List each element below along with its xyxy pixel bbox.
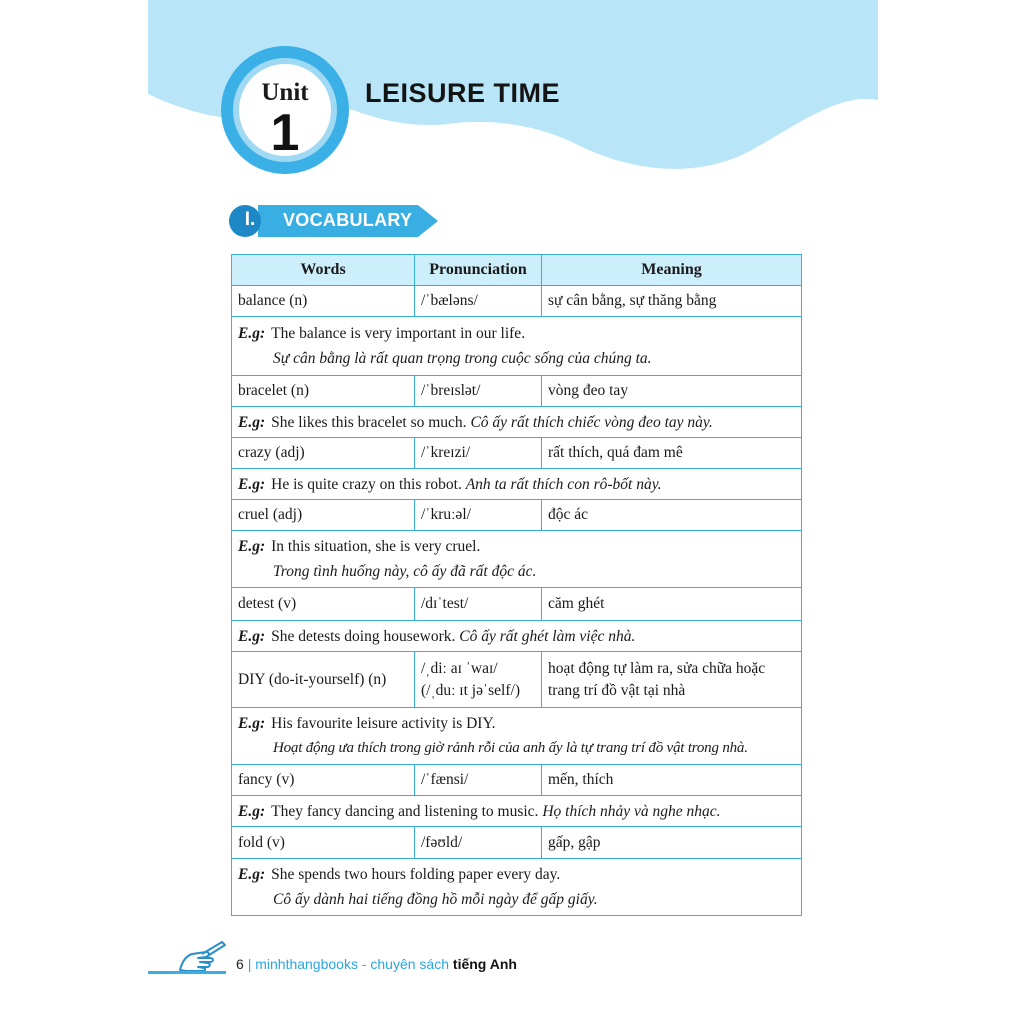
- column-header-meaning: Meaning: [542, 255, 802, 286]
- table-row: [232, 376, 802, 407]
- meaning-cell: sự cân bằng, sự thăng bằng: [542, 286, 802, 317]
- footer-text: [236, 956, 517, 972]
- section-heading: [228, 204, 440, 238]
- hand-writing-icon: [176, 940, 228, 974]
- pronunciation-cell: /fəʊld/: [415, 827, 542, 859]
- word-cell: fancy (v): [232, 765, 415, 796]
- word-cell: crazy (adj): [232, 438, 415, 469]
- pronunciation-line: /ˌdiː aɪ ˈwaɪ/: [421, 659, 498, 677]
- meaning-cell: [542, 652, 802, 708]
- table-header-row: [232, 255, 802, 286]
- page-number: 6: [236, 956, 244, 972]
- footer-brand-strong: tiếng Anh: [452, 956, 517, 972]
- word-cell: cruel (adj): [232, 500, 415, 531]
- example-row: [232, 317, 802, 376]
- meaning-cell: căm ghét: [542, 588, 802, 621]
- example-label: E.g:: [238, 325, 266, 342]
- example-english: She detests doing housework.: [271, 627, 456, 645]
- example-label: E.g:: [238, 413, 266, 431]
- example-english: The balance is very important in our life.: [271, 325, 526, 342]
- example-english: They fancy dancing and listening to music.: [271, 802, 539, 820]
- example-cell: [232, 469, 802, 500]
- example-cell: [232, 531, 802, 588]
- example-vietnamese: Cô ấy rất ghét làm việc nhà.: [459, 627, 636, 645]
- example-english: His favourite leisure activity is DIY.: [271, 715, 496, 732]
- section-title: VOCABULARY: [283, 210, 413, 230]
- column-header-words: Words: [232, 255, 415, 286]
- example-row: [232, 796, 802, 827]
- pronunciation-cell: [415, 652, 542, 708]
- table-row: [232, 286, 802, 317]
- table-row: [232, 765, 802, 796]
- pronunciation-cell: /ˈfænsi/: [415, 765, 542, 796]
- example-cell: [232, 796, 802, 827]
- example-row: [232, 407, 802, 438]
- meaning-cell: vòng đeo tay: [542, 376, 802, 407]
- table-row: [232, 827, 802, 859]
- pronunciation-cell: /ˈbreɪslət/: [415, 376, 542, 407]
- page-footer: [148, 940, 748, 980]
- example-vietnamese: Cô ấy dành hai tiếng đồng hồ mỗi ngày để gấp giấy.: [273, 891, 598, 908]
- example-cell: [232, 317, 802, 376]
- word-cell: DIY (do-it-yourself) (n): [232, 652, 415, 708]
- example-english: She likes this bracelet so much.: [271, 413, 467, 431]
- example-label: E.g:: [238, 627, 266, 645]
- unit-number: 1: [270, 104, 300, 162]
- column-header-pronunciation: Pronunciation: [415, 255, 542, 286]
- example-label: E.g:: [238, 538, 266, 555]
- pronunciation-cell: /ˈkruːəl/: [415, 500, 542, 531]
- pronunciation-line-alt: (/ˌduː ɪt jəˈself/): [421, 681, 520, 699]
- example-label: E.g:: [238, 475, 266, 493]
- example-cell: [232, 407, 802, 438]
- example-label: E.g:: [238, 715, 266, 732]
- example-label: E.g:: [238, 866, 266, 883]
- example-english: In this situation, she is very cruel.: [271, 538, 481, 555]
- meaning-line: hoạt động tự làm ra, sửa chữa hoặc: [548, 659, 766, 677]
- unit-title: LEISURE TIME: [365, 78, 561, 108]
- table-row: [232, 588, 802, 621]
- section-number: I.: [244, 209, 256, 230]
- footer-brand: minhthangbooks - chuyên sách: [255, 956, 450, 972]
- vocabulary-table: [231, 254, 802, 916]
- unit-badge: [221, 46, 349, 174]
- pronunciation-cell: /dɪˈtest/: [415, 588, 542, 621]
- word-cell: balance (n): [232, 286, 415, 317]
- word-cell: fold (v): [232, 827, 415, 859]
- example-row: [232, 531, 802, 588]
- meaning-cell: độc ác: [542, 500, 802, 531]
- example-vietnamese: Hoạt động ưa thích trong giờ rảnh rỗi của anh ấy là tự trang trí đồ vật trong nhà.: [273, 740, 748, 756]
- example-row: [232, 469, 802, 500]
- example-row: [232, 621, 802, 652]
- example-vietnamese: Anh ta rất thích con rô-bốt này.: [465, 475, 662, 493]
- pronunciation-cell: /ˈkreɪzi/: [415, 438, 542, 469]
- example-cell: [232, 708, 802, 765]
- example-row: [232, 859, 802, 916]
- example-label: E.g:: [238, 802, 266, 820]
- example-vietnamese: Sự cân bằng là rất quan trọng trong cuộc sống của chúng ta.: [273, 350, 652, 367]
- table-row: [232, 438, 802, 469]
- example-cell: [232, 859, 802, 916]
- example-english: He is quite crazy on this robot.: [271, 475, 462, 493]
- meaning-cell: gấp, gập: [542, 827, 802, 859]
- footer-separator: |: [247, 956, 252, 972]
- unit-label: Unit: [261, 79, 309, 106]
- footer-accent-line: [148, 971, 226, 974]
- example-english: She spends two hours folding paper every day.: [271, 866, 561, 883]
- meaning-line-cont: trang trí đồ vật tại nhà: [548, 681, 686, 699]
- example-vietnamese: Trong tình huống này, cô ấy đã rất độc ác.: [273, 563, 537, 580]
- table-row: [232, 500, 802, 531]
- example-vietnamese: Họ thích nhảy và nghe nhạc.: [542, 802, 721, 820]
- meaning-cell: mến, thích: [542, 765, 802, 796]
- word-cell: detest (v): [232, 588, 415, 621]
- example-row: [232, 708, 802, 765]
- pronunciation-cell: /ˈbæləns/: [415, 286, 542, 317]
- meaning-cell: rất thích, quá đam mê: [542, 438, 802, 469]
- word-cell: bracelet (n): [232, 376, 415, 407]
- example-cell: [232, 621, 802, 652]
- example-vietnamese: Cô ấy rất thích chiếc vòng đeo tay này.: [470, 413, 713, 431]
- table-row: [232, 652, 802, 708]
